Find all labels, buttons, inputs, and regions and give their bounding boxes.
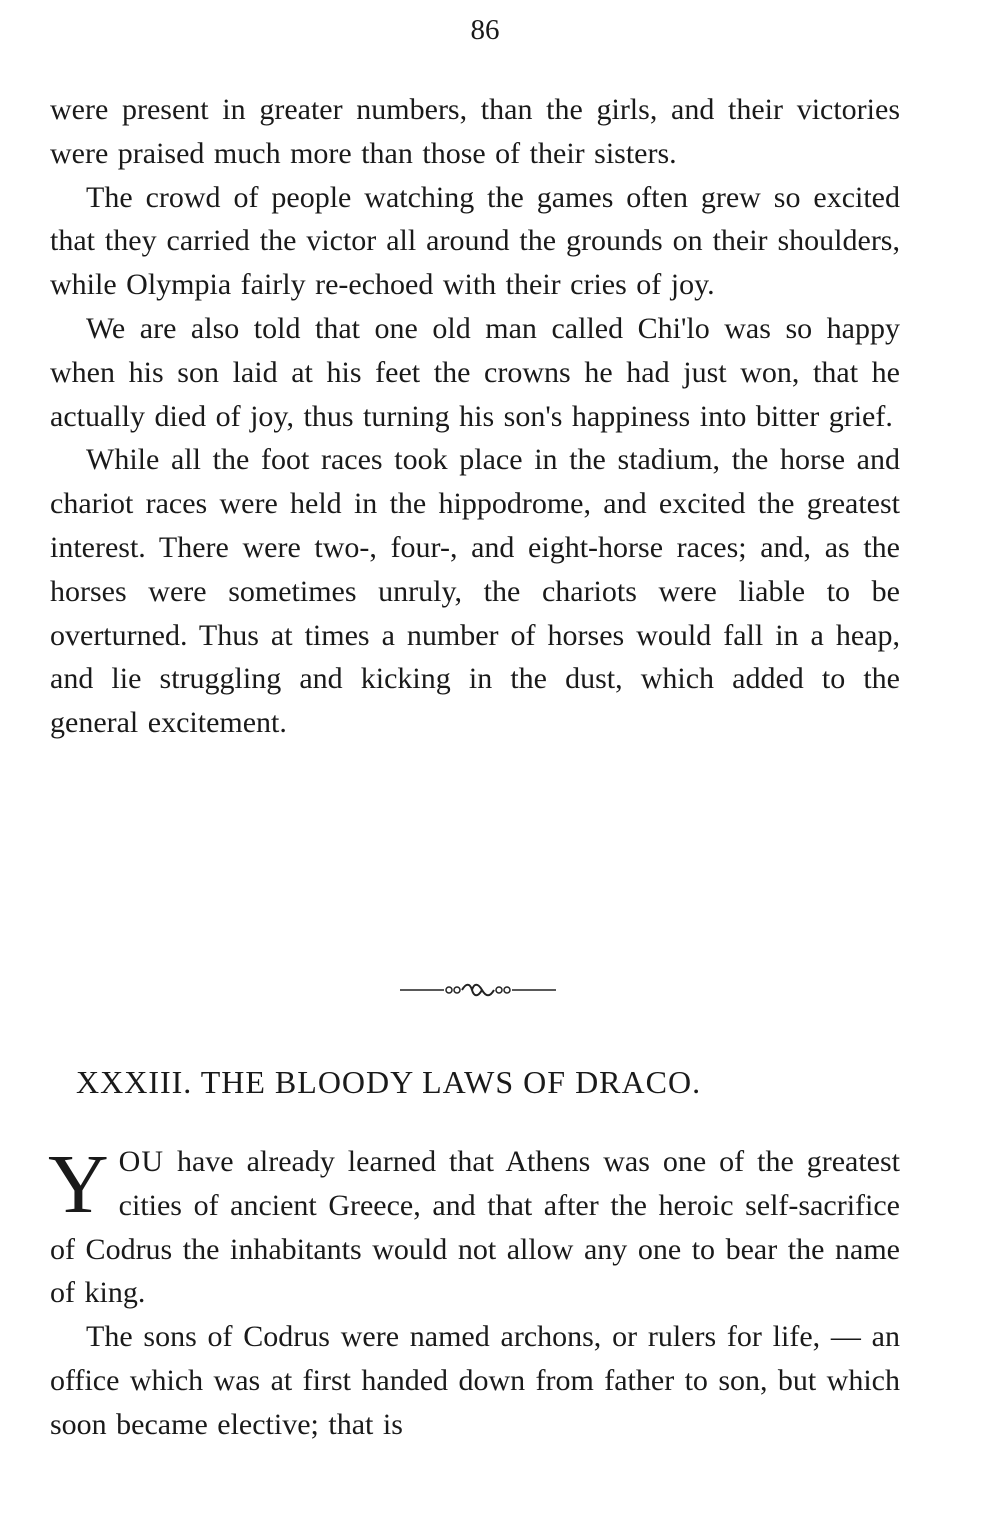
chapter-paragraph-2: The sons of Codrus were named archons, or rulers for life, — an office which was at first handed down from father to son, but which soon became elective; that is bbox=[50, 1320, 900, 1441]
opening-caps: OU bbox=[118, 1145, 165, 1178]
body-text bbox=[50, 88, 900, 745]
paragraph-2: The crowd of people watching the games often grew so excited that they carried the victor all around the grounds on their shoulders, while Olympia fairly re-echoed with their cries of joy. bbox=[50, 180, 900, 302]
opening-text: have already learned that Athens was one of the greatest cities of ancient Greece, and that after the heroic self-sacrifice of Codrus the inhabitants would not allow any one to bear the name of king. bbox=[50, 1145, 900, 1310]
section-divider-ornament bbox=[400, 978, 556, 1002]
drop-cap: Y bbox=[48, 1138, 109, 1231]
chapter-text bbox=[50, 1140, 900, 1447]
paragraph-1: were present in greater numbers, than the girls, and their victories were praised much more than those of their sisters. bbox=[50, 93, 900, 170]
paragraph-3: We are also told that one old man called Chi'lo was so happy when his son laid at his feet the crowns he had just won, that he actually died of joy, thus turning his son's happiness into bitter grief. bbox=[50, 311, 900, 433]
chapter-title: XXXIII. THE BLOODY LAWS OF DRACO. bbox=[76, 1064, 702, 1100]
paragraph-4: While all the foot races took place in the stadium, the horse and chariot races were held in the hippodrome, and excited the greatest interest. There were two-, four-, and eight-horse races; and, as the horses were sometimes unruly, the chariots were liable to be overturned. Thus at times a number of horses would fall in a heap, and lie struggling and kicking in the dust, which added to the general excitement. bbox=[50, 443, 900, 740]
chapter-opening-paragraph bbox=[50, 1140, 900, 1315]
page-number: 86 bbox=[470, 14, 500, 46]
